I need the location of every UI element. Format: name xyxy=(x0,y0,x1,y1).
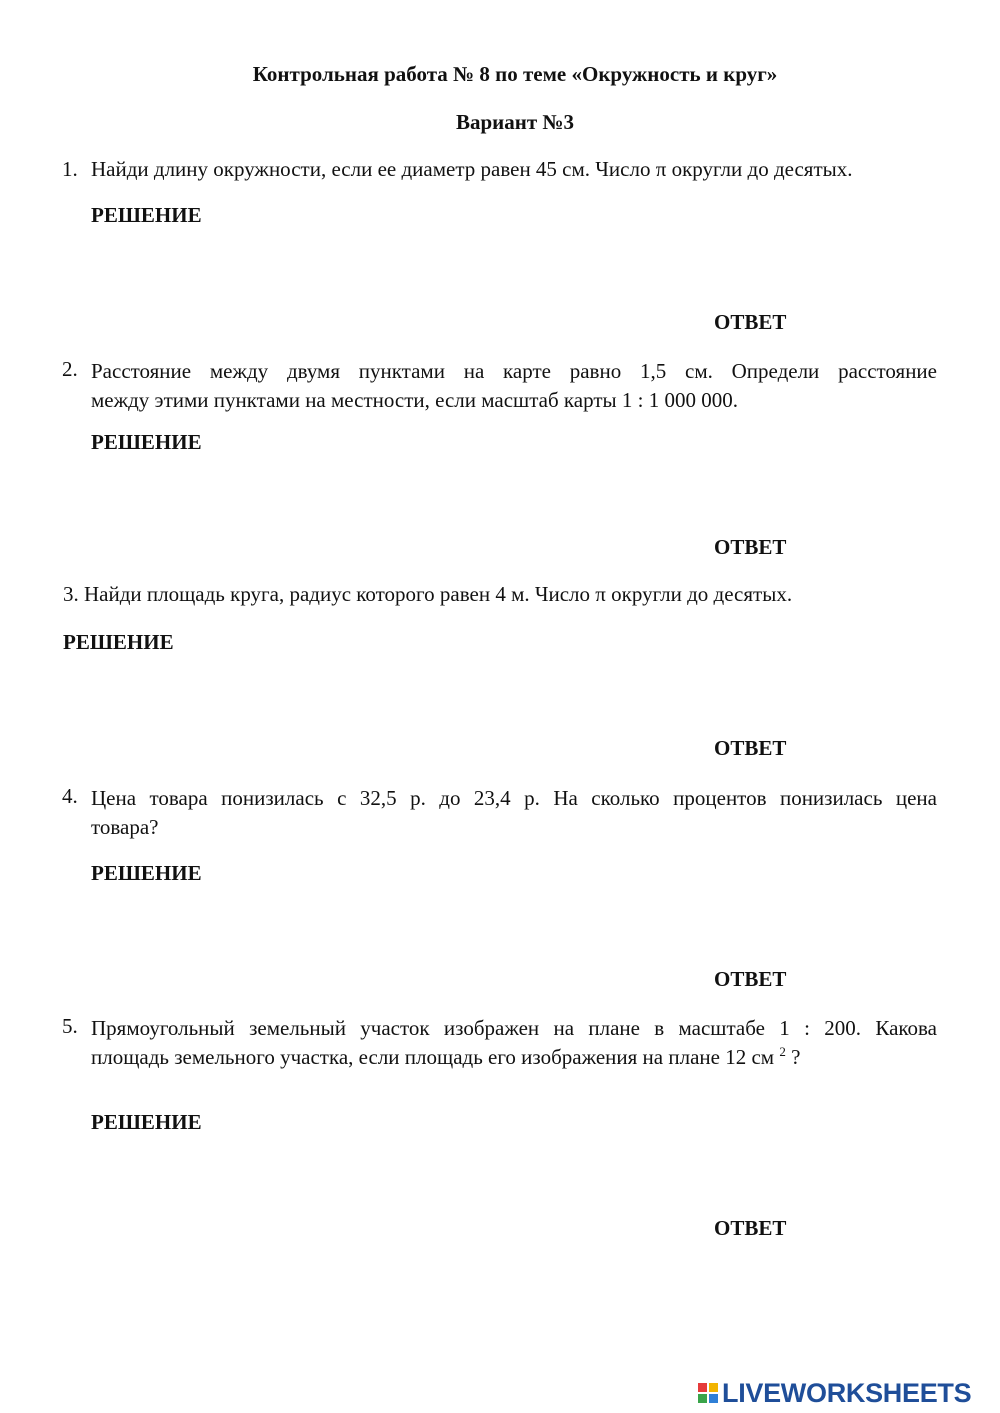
liveworksheets-wordmark: LIVEWORKSHEETS xyxy=(722,1377,972,1408)
question-2-answer-label: ОТВЕТ xyxy=(714,535,787,559)
liveworksheets-logo-icon xyxy=(698,1383,718,1403)
question-5-solution-label: РЕШЕНИЕ xyxy=(91,1110,202,1134)
question-2-text xyxy=(91,357,937,415)
variant-heading: Вариант №3 xyxy=(455,110,575,134)
question-2-line-2: между этими пунктами на местности, если масштаб карты 1 : 1 000 000. xyxy=(91,388,738,412)
question-2-line-1: Расстояние между двумя пунктами на карте равно 1,5 см. Определи расстояние xyxy=(91,359,937,383)
question-2-number: 2. xyxy=(62,357,78,381)
question-1-number: 1. xyxy=(62,157,78,181)
question-4-line-1: Цена товара понизилась с 32,5 р. до 23,4 р. На сколько процентов понизилась цена xyxy=(91,786,937,810)
question-1-line-1: Найди длину окружности, если ее диаметр равен 45 см. Число π округли до десятых. xyxy=(91,157,853,181)
page-title: Контрольная работа № 8 по теме «Окружность и круг» xyxy=(252,62,778,86)
question-4-line-2: товара? xyxy=(91,815,159,839)
question-5-question-mark: ? xyxy=(791,1045,801,1069)
question-5-line-2 xyxy=(91,1043,937,1072)
logo-square-blue xyxy=(709,1394,718,1403)
question-3-solution-label: РЕШЕНИЕ xyxy=(63,630,174,654)
question-5-number: 5. xyxy=(62,1014,78,1038)
logo-square-green xyxy=(698,1394,707,1403)
question-5-answer-label: ОТВЕТ xyxy=(714,1216,787,1240)
liveworksheets-watermark xyxy=(698,1376,994,1410)
question-4-number: 4. xyxy=(62,784,78,808)
logo-square-red xyxy=(698,1383,707,1392)
question-2-solution-label: РЕШЕНИЕ xyxy=(91,430,202,454)
question-5-text xyxy=(91,1014,937,1072)
question-1-text xyxy=(91,157,937,182)
question-4-answer-label: ОТВЕТ xyxy=(714,967,787,991)
question-1-answer-label: ОТВЕТ xyxy=(714,310,787,334)
question-4-text xyxy=(91,784,937,842)
question-4-solution-label: РЕШЕНИЕ xyxy=(91,861,202,885)
question-1-solution-label: РЕШЕНИЕ xyxy=(91,203,202,227)
question-3-answer-label: ОТВЕТ xyxy=(714,736,787,760)
logo-square-yellow xyxy=(709,1383,718,1392)
squared-superscript: 2 xyxy=(779,1044,786,1059)
question-5-line-2-text: площадь земельного участка, если площадь его изображения на плане 12 см xyxy=(91,1045,775,1069)
question-5-line-1: Прямоугольный земельный участок изображен на плане в масштабе 1 : 200. Какова xyxy=(91,1016,937,1040)
question-3-text: 3. Найди площадь круга, радиус которого равен 4 м. Число π округли до десятых. xyxy=(63,582,793,606)
